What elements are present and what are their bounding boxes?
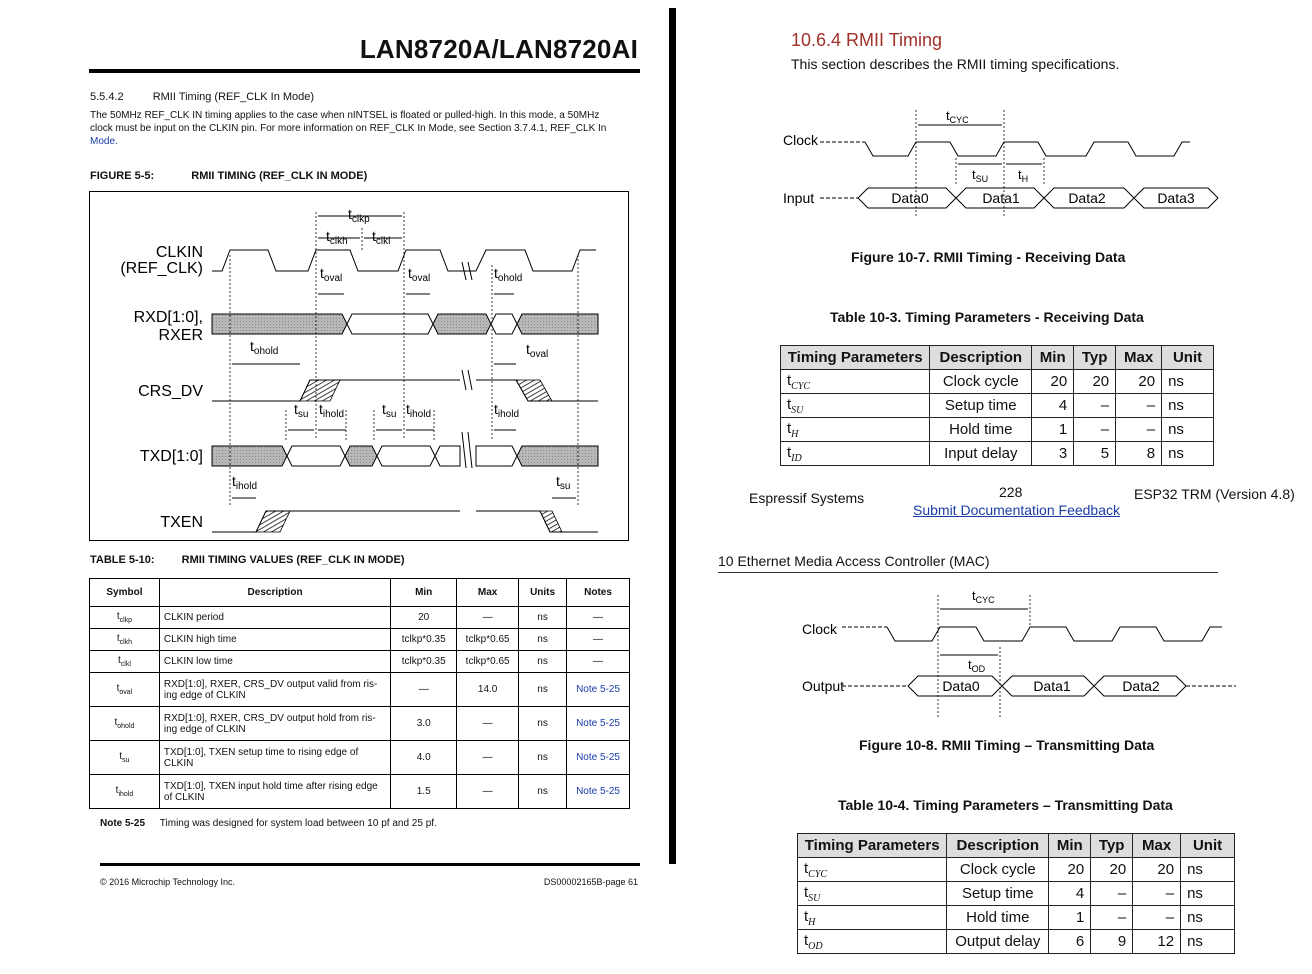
table-row xyxy=(781,442,1214,466)
typ-cell: – xyxy=(1091,882,1133,906)
feedback-link[interactable]: Submit Documentation Feedback xyxy=(913,502,1120,518)
parameter-cell: $t_{OD}$ xyxy=(798,930,947,954)
figure-label: FIGURE 5-5: xyxy=(90,170,155,182)
description-cell: Hold time xyxy=(930,418,1032,442)
notes-cell: — xyxy=(567,629,630,651)
footer-copyright: © 2016 Microchip Technology Inc. xyxy=(100,877,236,887)
data-label: Data0 xyxy=(942,678,980,694)
svg-text:tohold: $t_{ohold}$ xyxy=(250,338,279,357)
table-row xyxy=(798,858,1235,882)
txen-hatch xyxy=(256,511,290,532)
column-header: Description xyxy=(930,346,1032,370)
max-cell: 20 xyxy=(1116,370,1162,394)
footer-page-number: DS00002165B-page 61 xyxy=(543,877,638,887)
data-label: Data3 xyxy=(1157,190,1195,206)
unit-cell: ns xyxy=(1181,906,1235,930)
clock-label: Clock xyxy=(783,132,819,148)
description-cell: Clock cycle xyxy=(947,858,1049,882)
typ-cell: – xyxy=(1074,418,1116,442)
section-number: 5.5.4.2 xyxy=(90,91,124,103)
min-cell: tclkp*0.35 xyxy=(391,629,457,651)
column-header: Timing Parameters xyxy=(781,346,930,370)
max-cell: 20 xyxy=(1133,858,1181,882)
table-header-row xyxy=(798,834,1235,858)
min-cell: 6 xyxy=(1049,930,1091,954)
min-cell: 3.0 xyxy=(391,707,457,741)
column-header: Symbol xyxy=(90,579,160,607)
data-label: Data1 xyxy=(982,190,1020,206)
svg-text:tsu: $t_{su}$ xyxy=(556,473,571,492)
parameter-cell: $t_{SU}$ xyxy=(781,394,930,418)
unit-cell: ns xyxy=(1162,394,1214,418)
description-cell: Output delay xyxy=(947,930,1049,954)
parameter-cell: $t_{SU}$ xyxy=(798,882,947,906)
description-cell: TXD[1:0], TXEN setup time to rising edge of CLKIN xyxy=(159,741,390,775)
symbol-cell: $t_{clkl}$ xyxy=(90,651,160,673)
symbol-cell: $t_{ohold}$ xyxy=(90,707,160,741)
units-cell: ns xyxy=(519,673,567,707)
svg-text:tclkl: $t_{clkl}$ xyxy=(372,228,391,247)
svg-text:tclkp: $t_{clkp}$ xyxy=(348,206,370,225)
break-marks xyxy=(462,262,472,468)
notes-cell: — xyxy=(567,607,630,629)
transmitting-timing-diagram xyxy=(790,585,1250,725)
svg-text:toval: $t_{oval}$ xyxy=(320,265,343,284)
description-cell: CLKIN period xyxy=(159,607,390,629)
svg-text:tihold: $t_{ihold}$ xyxy=(406,401,432,420)
tcyc-label: $t_{CYC}$ xyxy=(946,108,969,125)
table-row xyxy=(90,673,630,707)
max-cell: 8 xyxy=(1116,442,1162,466)
table-caption xyxy=(90,554,405,566)
txen-waveform-end xyxy=(476,511,598,532)
fig1-arrows xyxy=(918,125,1042,164)
transmitting-timing-table xyxy=(797,833,1235,954)
notes-cell[interactable]: Note 5-25 xyxy=(567,775,630,809)
description-cell: Setup time xyxy=(947,882,1049,906)
column-header: Notes xyxy=(567,579,630,607)
para-line: The 50MHz REF_CLK IN timing applies to the case when nINTSEL is floated or pulled-high. In this mode, a 50MHz xyxy=(90,110,600,121)
description-cell: TXD[1:0], TXEN input hold time after rising edge of CLKIN xyxy=(159,775,390,809)
column-header: Min xyxy=(1032,346,1074,370)
txen-waveform xyxy=(212,511,460,532)
data-label: Data0 xyxy=(891,190,929,206)
table-header-row xyxy=(90,579,630,607)
table-row xyxy=(90,629,630,651)
description-cell: Input delay xyxy=(930,442,1032,466)
note-label: Note 5-25 xyxy=(100,818,146,829)
unit-cell: ns xyxy=(1181,882,1235,906)
table-10-3-caption: Table 10-3. Timing Parameters - Receiving Data xyxy=(830,309,1144,325)
typ-cell: 9 xyxy=(1091,930,1133,954)
table-row xyxy=(781,370,1214,394)
column-header: Max xyxy=(1133,834,1181,858)
timing-diagram-svg xyxy=(0,0,660,560)
column-header: Unit xyxy=(1181,834,1235,858)
document-title: LAN8720A/LAN8720AI xyxy=(359,34,638,64)
data-label: Data2 xyxy=(1068,190,1106,206)
parameter-cell: $t_H$ xyxy=(798,906,947,930)
min-cell: 4.0 xyxy=(391,741,457,775)
typ-cell: – xyxy=(1091,906,1133,930)
column-header: Description xyxy=(947,834,1049,858)
parameter-cell: $t_H$ xyxy=(781,418,930,442)
svg-text:tsu: $t_{su}$ xyxy=(382,401,397,420)
svg-text:tihold: $t_{ihold}$ xyxy=(494,401,520,420)
clock-label: Clock xyxy=(802,621,838,637)
column-header: Timing Parameters xyxy=(798,834,947,858)
column-header: Units xyxy=(519,579,567,607)
svg-text:toval: $t_{oval}$ xyxy=(408,265,431,284)
parameter-cell: $t_{ID}$ xyxy=(781,442,930,466)
figure-10-7-caption: Figure 10-7. RMII Timing - Receiving Data xyxy=(851,249,1126,265)
table-row xyxy=(798,930,1235,954)
units-cell: ns xyxy=(519,741,567,775)
max-cell: — xyxy=(457,707,519,741)
fig2-arrows xyxy=(940,609,1028,655)
txd-bus xyxy=(212,446,598,466)
output-label: Output xyxy=(802,678,845,694)
svg-text:tsu: $t_{su}$ xyxy=(294,401,309,420)
figure-10-8-caption: Figure 10-8. RMII Timing – Transmitting Data xyxy=(859,737,1155,753)
table-title: RMII TIMING VALUES (REF_CLK IN MODE) xyxy=(181,554,405,566)
footer-page: 228 xyxy=(999,484,1023,500)
description-cell: Setup time xyxy=(930,394,1032,418)
notes-cell[interactable]: Note 5-25 xyxy=(567,707,630,741)
max-cell: — xyxy=(457,775,519,809)
signal-txd: TXD[1:0] xyxy=(139,448,203,465)
typ-cell: 20 xyxy=(1091,858,1133,882)
max-cell: 12 xyxy=(1133,930,1181,954)
signal-crs-dv: CRS_DV xyxy=(138,383,203,400)
section-title: RMII Timing (REF_CLK In Mode) xyxy=(152,91,315,103)
column-header: Min xyxy=(1049,834,1091,858)
column-header: Max xyxy=(1116,346,1162,370)
symbol-cell: $t_{su}$ xyxy=(90,741,160,775)
min-cell: 4 xyxy=(1032,394,1074,418)
svg-text:tclkh: $t_{clkh}$ xyxy=(326,228,348,247)
unit-cell: ns xyxy=(1162,370,1214,394)
units-cell: ns xyxy=(519,775,567,809)
table-row xyxy=(781,394,1214,418)
max-cell: — xyxy=(457,607,519,629)
page-divider xyxy=(669,8,676,864)
table-header-row xyxy=(781,346,1214,370)
table-row xyxy=(90,707,630,741)
column-header: Typ xyxy=(1091,834,1133,858)
units-cell: ns xyxy=(519,651,567,673)
signal-rxd: RXD[1:0], xyxy=(133,309,203,326)
units-cell: ns xyxy=(519,607,567,629)
min-cell: 1 xyxy=(1032,418,1074,442)
para-line: clock must be input on the CLKIN pin. For more information on REF_CLK In Mode, see Section 3.7.4.1, REF_CLK In xyxy=(90,123,607,134)
symbol-cell: $t_{clkp}$ xyxy=(90,607,160,629)
footer-version: ESP32 TRM (Version 4.8) xyxy=(1134,486,1295,502)
min-cell: 1.5 xyxy=(391,775,457,809)
unit-cell: ns xyxy=(1162,418,1214,442)
notes-cell: — xyxy=(567,651,630,673)
column-header: Description xyxy=(159,579,390,607)
min-cell: — xyxy=(391,673,457,707)
symbol-cell: $t_{ihold}$ xyxy=(90,775,160,809)
footer-rule xyxy=(100,863,640,866)
svg-text:toval: $t_{oval}$ xyxy=(526,341,549,360)
unit-cell: ns xyxy=(1181,930,1235,954)
signal-clkin: CLKIN xyxy=(155,244,203,261)
unit-cell: ns xyxy=(1181,858,1235,882)
clock-waveform xyxy=(887,627,1222,641)
table-note xyxy=(100,818,437,829)
typ-cell: 5 xyxy=(1074,442,1116,466)
svg-text:tihold: $t_{ihold}$ xyxy=(319,401,345,420)
parameter-cell: $t_{CYC}$ xyxy=(781,370,930,394)
description-cell: Clock cycle xyxy=(930,370,1032,394)
rmii-timing-table xyxy=(89,578,630,809)
table-row xyxy=(90,775,630,809)
tcyc-label: $t_{CYC}$ xyxy=(972,588,995,605)
signal-ref-clk: (REF_CLK) xyxy=(120,260,203,277)
unit-cell: ns xyxy=(1162,442,1214,466)
table-row xyxy=(90,741,630,775)
table-row xyxy=(798,906,1235,930)
signal-rxer: RXER xyxy=(158,327,203,344)
tsu-label: $t_{SU}$ xyxy=(972,167,989,184)
table-10-4-caption: Table 10-4. Timing Parameters – Transmitting Data xyxy=(838,797,1173,813)
min-cell: 4 xyxy=(1049,882,1091,906)
min-cell: 20 xyxy=(1032,370,1074,394)
notes-cell[interactable]: Note 5-25 xyxy=(567,741,630,775)
figure-title: RMII TIMING (REF_CLK IN MODE) xyxy=(191,170,368,182)
column-header: Unit xyxy=(1162,346,1214,370)
notes-cell[interactable]: Note 5-25 xyxy=(567,673,630,707)
rmii-section-title: 10.6.4 RMII Timing xyxy=(791,30,943,50)
max-cell: – xyxy=(1116,394,1162,418)
max-cell: – xyxy=(1116,418,1162,442)
column-header: Typ xyxy=(1074,346,1116,370)
crs-dv-hatch xyxy=(300,380,340,401)
txen-hatch xyxy=(540,511,562,532)
description-cell: RXD[1:0], RXER, CRS_DV output valid from ris- ing edge of CLKIN xyxy=(159,673,390,707)
description-cell: RXD[1:0], RXER, CRS_DV output hold from ris- ing edge of CLKIN xyxy=(159,707,390,741)
th-label: $t_H$ xyxy=(1018,167,1029,184)
table-row xyxy=(90,651,630,673)
para-line[interactable]: Mode. xyxy=(90,136,118,147)
svg-text:tihold: $t_{ihold}$ xyxy=(232,473,258,492)
min-cell: 20 xyxy=(1049,858,1091,882)
tod-label: $t_{OD}$ xyxy=(968,657,986,674)
max-cell: – xyxy=(1133,882,1181,906)
min-cell: tclkp*0.35 xyxy=(391,651,457,673)
footer-company: Espressif Systems xyxy=(749,490,865,506)
description-cell: CLKIN low time xyxy=(159,651,390,673)
symbol-cell: $t_{oval}$ xyxy=(90,673,160,707)
table-label: TABLE 5-10: xyxy=(90,554,155,566)
fig2-guides xyxy=(938,595,1030,717)
note-text: Timing was designed for system load between 10 pf and 25 pf. xyxy=(159,818,437,829)
max-cell: – xyxy=(1133,906,1181,930)
parameter-cell: $t_{CYC}$ xyxy=(798,858,947,882)
table-row xyxy=(781,418,1214,442)
crs-dv-hatch xyxy=(516,380,552,401)
receiving-timing-table xyxy=(780,345,1214,466)
chapter-header: 10 Ethernet Media Access Controller (MAC) xyxy=(718,553,990,569)
typ-cell: – xyxy=(1074,394,1116,418)
clock-waveform xyxy=(865,142,1190,156)
description-cell: Hold time xyxy=(947,906,1049,930)
min-cell: 1 xyxy=(1049,906,1091,930)
receiving-timing-diagram xyxy=(760,100,1240,230)
table-row xyxy=(90,607,630,629)
units-cell: ns xyxy=(519,707,567,741)
column-header: Min xyxy=(391,579,457,607)
svg-text:tohold: $t_{ohold}$ xyxy=(494,265,523,284)
min-cell: 3 xyxy=(1032,442,1074,466)
table-row xyxy=(798,882,1235,906)
data-label: Data1 xyxy=(1033,678,1071,694)
rxd-bus xyxy=(212,314,598,334)
units-cell: ns xyxy=(519,629,567,651)
min-cell: 20 xyxy=(391,607,457,629)
max-cell: tclkp*0.65 xyxy=(457,629,519,651)
typ-cell: 20 xyxy=(1074,370,1116,394)
data-label: Data2 xyxy=(1122,678,1160,694)
column-header: Max xyxy=(457,579,519,607)
chapter-rule xyxy=(718,572,1218,573)
max-cell: 14.0 xyxy=(457,673,519,707)
max-cell: tclkp*0.65 xyxy=(457,651,519,673)
max-cell: — xyxy=(457,741,519,775)
input-label: Input xyxy=(783,190,815,206)
section-intro: This section describes the RMII timing specifications. xyxy=(791,56,1120,72)
description-cell: CLKIN high time xyxy=(159,629,390,651)
symbol-cell: $t_{clkh}$ xyxy=(90,629,160,651)
signal-txen: TXEN xyxy=(160,514,203,531)
